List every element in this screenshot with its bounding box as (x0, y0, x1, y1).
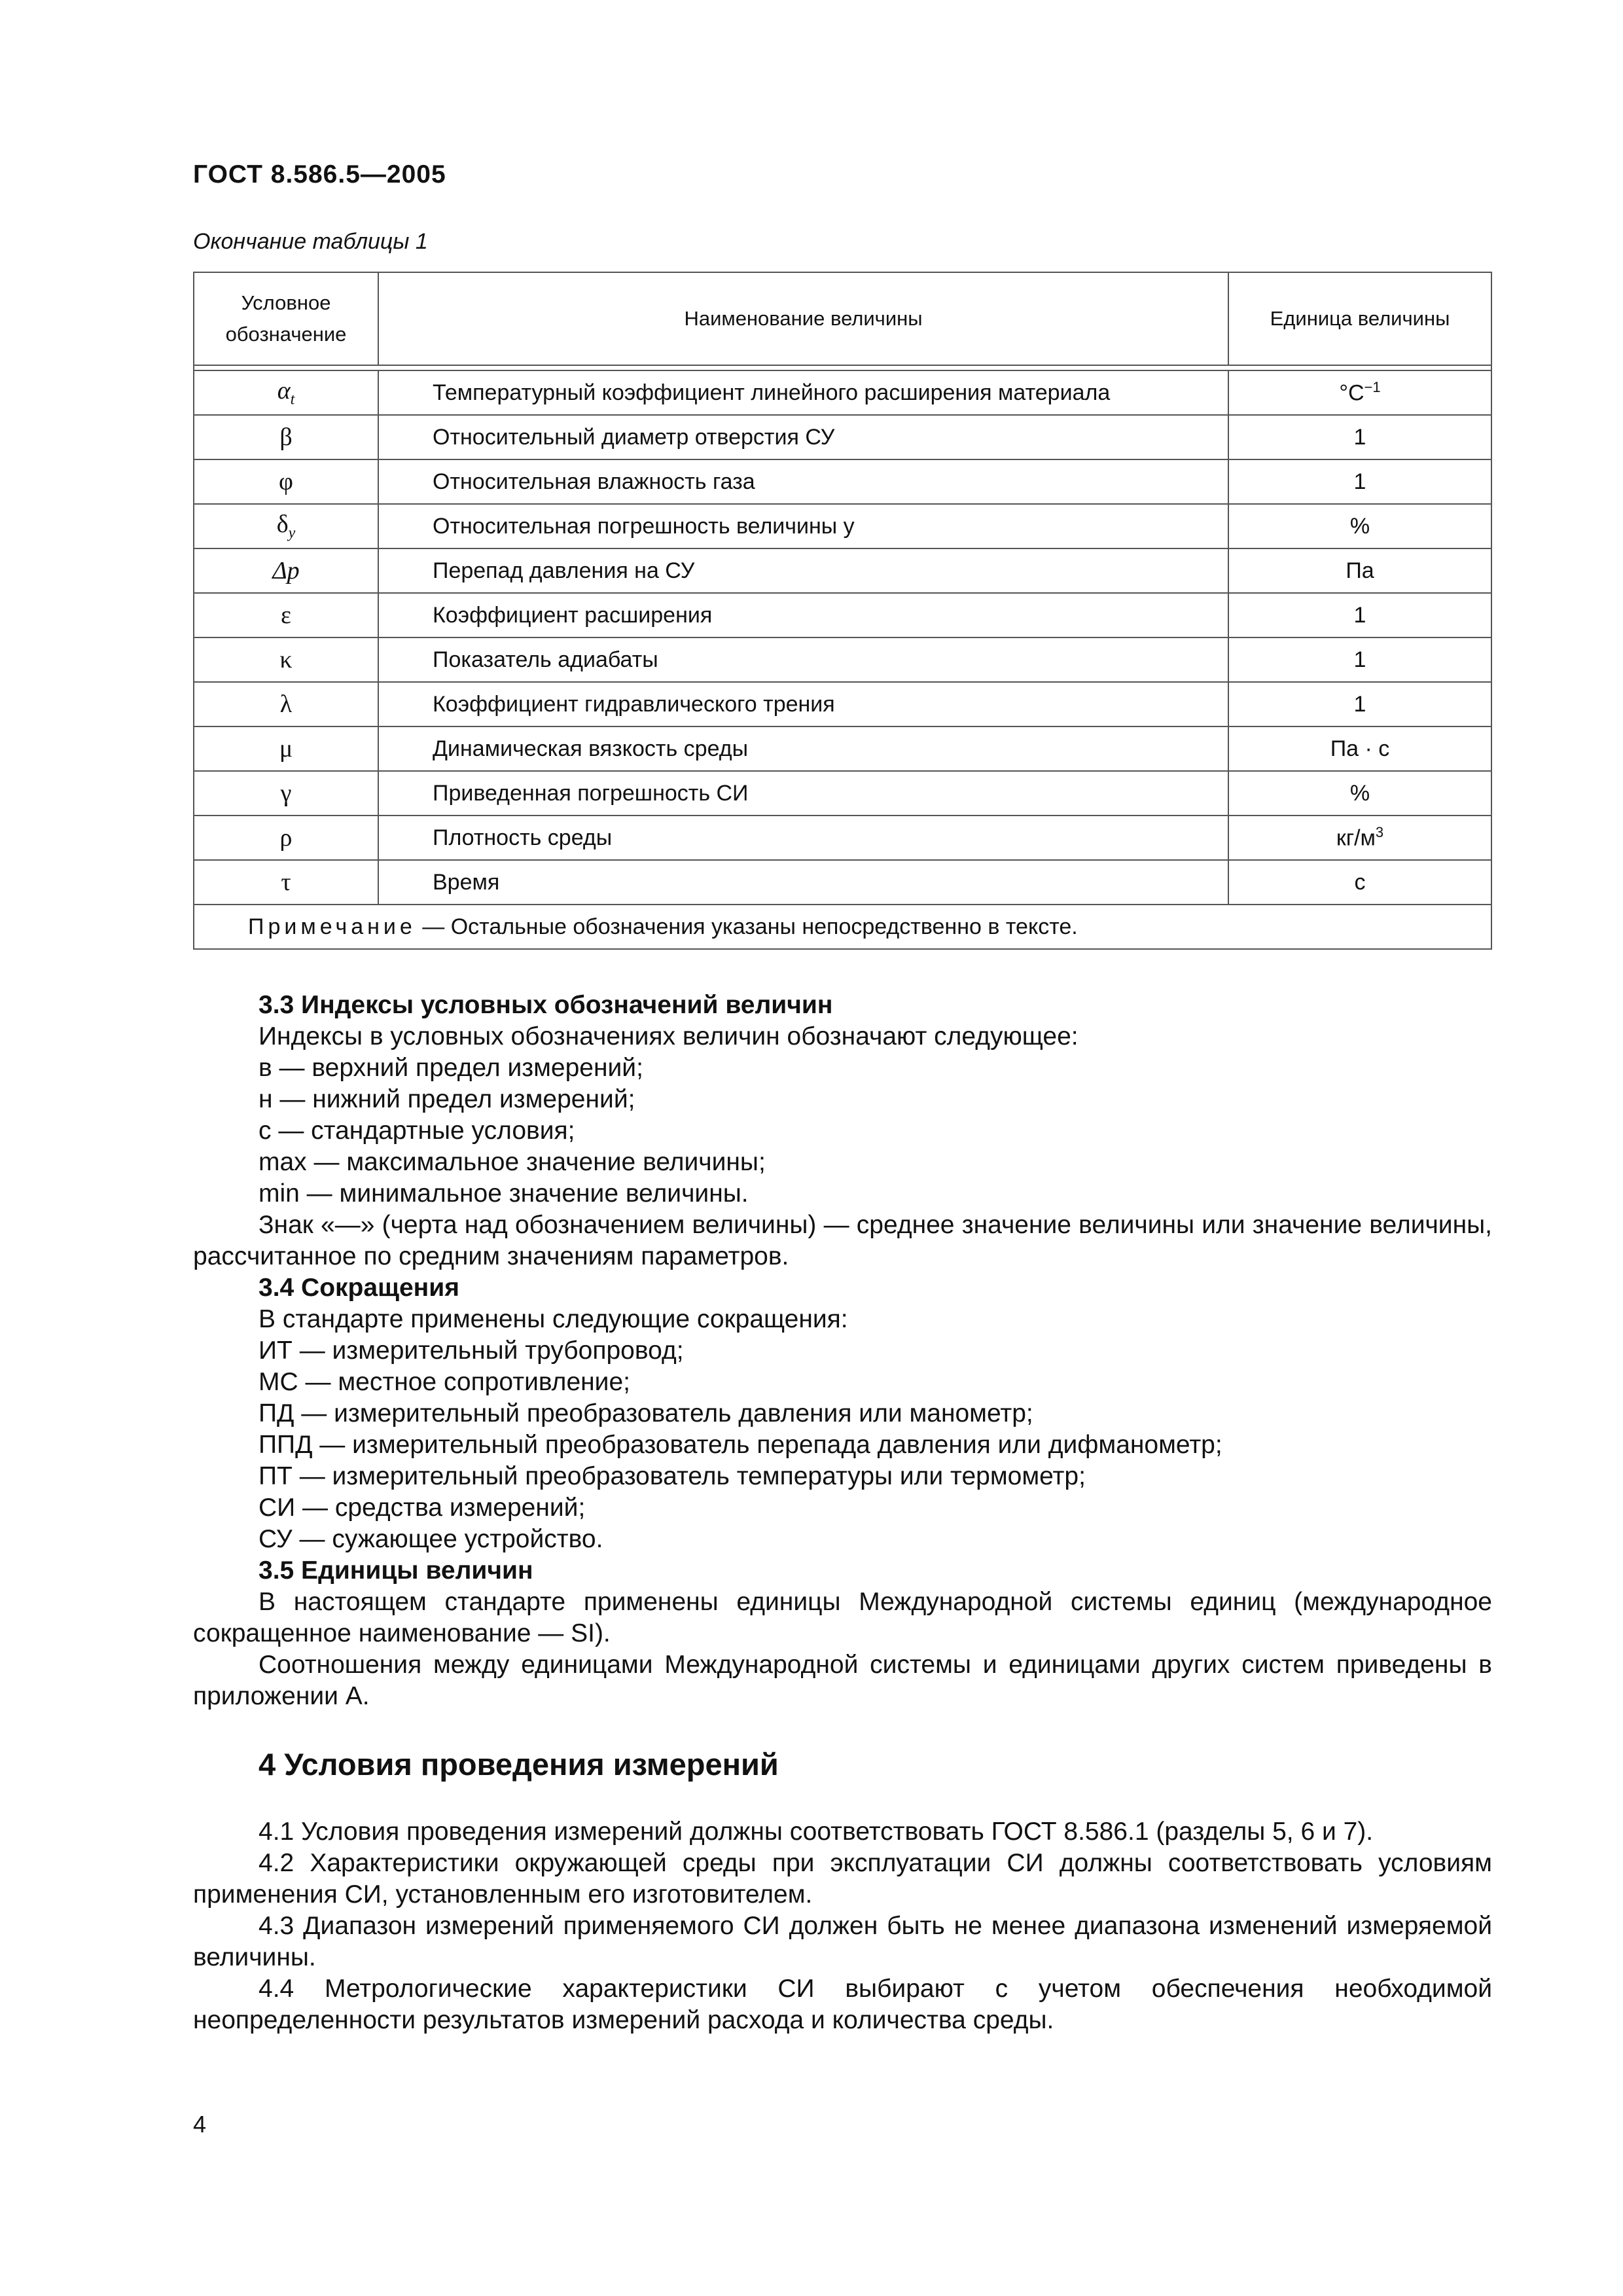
table-row (194, 682, 1491, 726)
unit-cell: % (1228, 504, 1491, 548)
symbol-cell: β (194, 415, 378, 459)
section-4-text (193, 1816, 1492, 2036)
paragraph: 4.1 Условия проведения измерений должны соответствовать ГОСТ 8.586.1 (разделы 5, 6 и 7). (259, 1818, 1374, 1846)
symbols-table (193, 272, 1492, 950)
paragraph: 4.2 Характеристики окружающей среды при эксплуатации СИ должны соответствовать условиям применения СИ, установленным его изготовителем. (193, 1849, 1492, 1909)
abbreviation-item: ПТ — измерительный преобразователь температуры или термометр; (259, 1462, 1086, 1490)
name-cell: Относительная влажность газа (378, 459, 1228, 504)
name-cell: Коэффициент расширения (378, 593, 1228, 637)
symbol-cell: $\alpha_t$ (194, 370, 378, 415)
unit-cell: с (1228, 860, 1491, 905)
table-row (194, 593, 1491, 637)
unit-cell: Па · с (1228, 726, 1491, 771)
table-note: Примечание — Остальные обозначения указаны непосредственно в тексте. (194, 905, 1491, 949)
section-3-3-intro: Индексы в условных обозначениях величин обозначают следующее: (259, 1022, 1079, 1050)
unit-cell: 1 (1228, 459, 1491, 504)
paragraph: 4.4 Метрологические характеристики СИ выбирают с учетом обеспечения необходимой неопределенности результатов измерений расхода и количества среды. (193, 1975, 1492, 2034)
symbol-cell: μ (194, 726, 378, 771)
unit-cell: $^\circ C^{-1}$ (1228, 370, 1491, 415)
symbol-cell: ε (194, 593, 378, 637)
symbol-cell: $\delta_y$ (194, 504, 378, 548)
document-header: ГОСТ 8.586.5—2005 (193, 160, 446, 188)
section-3-3-title: 3.3 Индексы условных обозначений величин (259, 991, 833, 1019)
table-row (194, 860, 1491, 905)
symbol-cell: Δp (194, 548, 378, 593)
table-row (194, 816, 1491, 860)
paragraph: Соотношения между единицами Международной системы и единицами других систем приведены в приложении А. (193, 1651, 1492, 1710)
section-3-5-title: 3.5 Единицы величин (259, 1556, 533, 1585)
unit-cell: % (1228, 771, 1491, 816)
table-separator (194, 365, 1491, 370)
table-row (194, 415, 1491, 459)
unit-cell: 1 (1228, 415, 1491, 459)
header-unit: Единица величины (1228, 272, 1491, 365)
unit-cell: 1 (1228, 593, 1491, 637)
table-row (194, 637, 1491, 682)
index-item: в — верхний предел измерений; (259, 1054, 643, 1082)
table-row (194, 459, 1491, 504)
table-caption: Окончание таблицы 1 (193, 229, 428, 254)
name-cell: Относительная погрешность величины y (378, 504, 1228, 548)
symbol-cell: κ (194, 637, 378, 682)
abbreviation-item: СУ — сужающее устройство. (259, 1525, 603, 1553)
abbreviation-item: ИТ — измерительный трубопровод; (259, 1336, 684, 1365)
header-symbol: Условное обозначение (194, 272, 378, 365)
table-row (194, 548, 1491, 593)
table-row (194, 771, 1491, 816)
name-cell: Динамическая вязкость среды (378, 726, 1228, 771)
section-3-4-intro: В стандарте применены следующие сокращения: (259, 1305, 848, 1333)
table-row (194, 504, 1491, 548)
header-name: Наименование величины (378, 272, 1228, 365)
index-item: max — максимальное значение величины; (259, 1148, 766, 1176)
table-row (194, 726, 1491, 771)
paragraph: В настоящем стандарте применены единицы Международной системы единиц (международное сокращенное наименование — SI). (193, 1588, 1492, 1647)
paragraph: 4.3 Диапазон измерений применяемого СИ должен быть не менее диапазона изменений измеряемой величины. (193, 1912, 1492, 1971)
index-item: min — минимальное значение величины. (259, 1179, 749, 1208)
unit-cell: 1 (1228, 637, 1491, 682)
section-4-title: 4 Условия проведения измерений (259, 1747, 779, 1782)
name-cell: Время (378, 860, 1228, 905)
abbreviation-item: ППД — измерительный преобразователь перепада давления или дифманометр; (259, 1431, 1222, 1459)
abbreviation-item: ПД — измерительный преобразователь давления или манометр; (259, 1399, 1033, 1427)
name-cell: Плотность среды (378, 816, 1228, 860)
name-cell: Приведенная погрешность СИ (378, 771, 1228, 816)
name-cell: Показатель адиабаты (378, 637, 1228, 682)
unit-cell: 1 (1228, 682, 1491, 726)
symbol-cell: ρ (194, 816, 378, 860)
symbol-cell: φ (194, 459, 378, 504)
table-row (194, 370, 1491, 415)
symbol-cell: λ (194, 682, 378, 726)
name-cell: Относительный диаметр отверстия СУ (378, 415, 1228, 459)
page-number: 4 (193, 2111, 207, 2138)
unit-cell: Па (1228, 548, 1491, 593)
name-cell: Перепад давления на СУ (378, 548, 1228, 593)
unit-cell: $кг/м^3$ (1228, 816, 1491, 860)
index-item: н — нижний предел измерений; (259, 1085, 635, 1113)
name-cell: Температурный коэффициент линейного расширения материала (378, 370, 1228, 415)
abbreviation-item: МС — местное сопротивление; (259, 1368, 630, 1396)
symbol-cell: τ (194, 860, 378, 905)
table-note-row (194, 905, 1491, 949)
abbreviation-item: СИ — средства измерений; (259, 1494, 586, 1522)
section-3-text (193, 990, 1492, 1712)
sign-note: Знак «—» (черта над обозначением величины) — среднее значение величины или значение величины, рассчитанное по средним значениям параметров. (193, 1211, 1492, 1270)
section-3-4-title: 3.4 Сокращения (259, 1274, 459, 1302)
name-cell: Коэффициент гидравлического трения (378, 682, 1228, 726)
index-item: с — стандартные условия; (259, 1117, 575, 1145)
symbol-cell: γ (194, 771, 378, 816)
